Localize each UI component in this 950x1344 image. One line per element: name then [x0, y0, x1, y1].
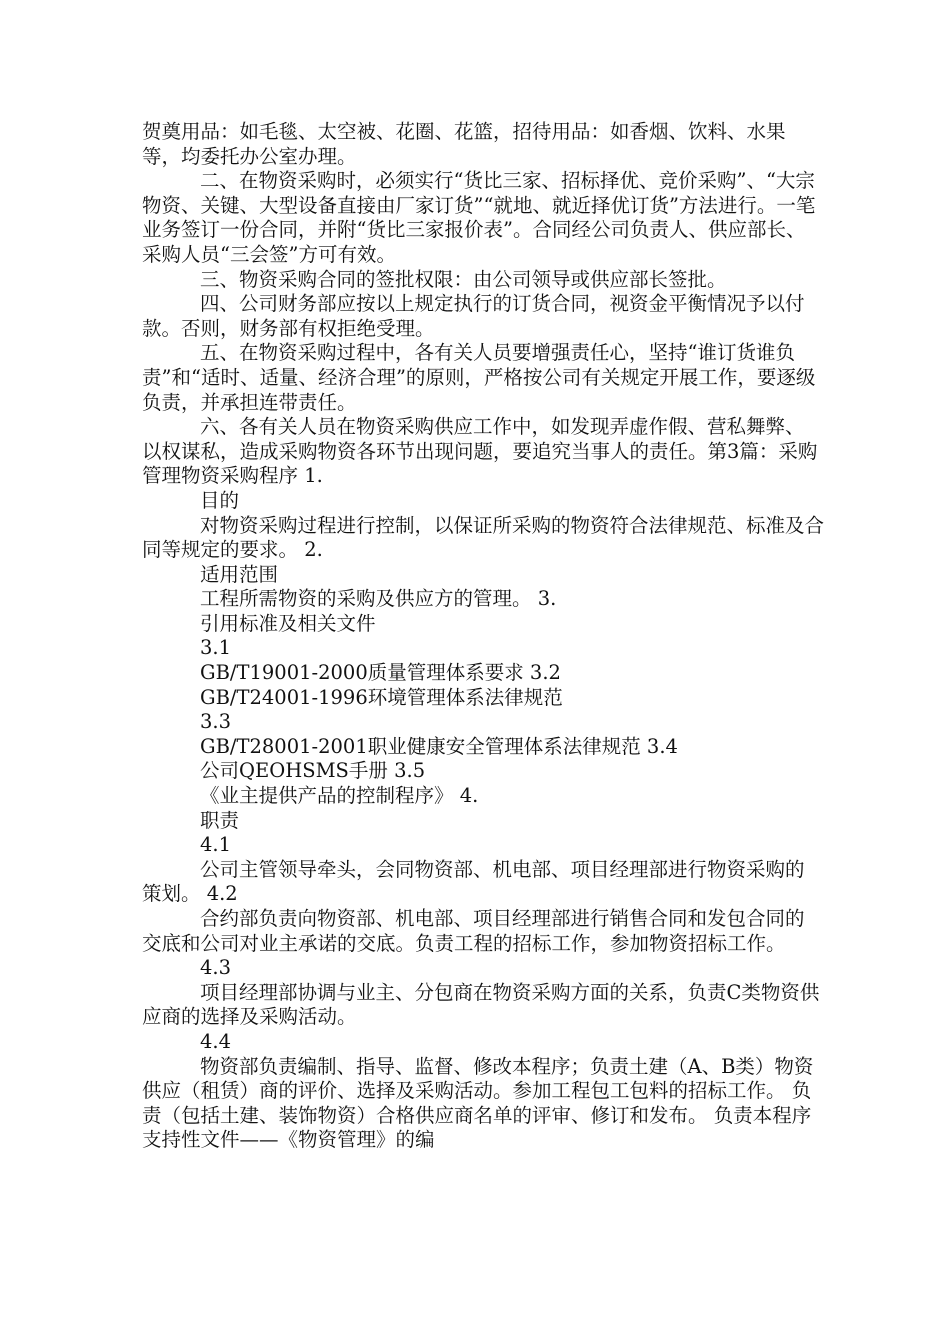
paragraph-rule-3: 三、物资采购合同的签批权限：由公司领导或供应部长签批。	[200, 267, 727, 291]
heading-scope: 适用范围	[200, 562, 279, 586]
section-number: 4.3	[200, 956, 232, 980]
paragraph-rule-5: 五、在物资采购过程中，各有关人员要增强责任心，坚持“谁订货谁负责”和“适时、适量、经济合理”的原则，严格按公司有关规定开展工作，要逐级负责，并承担连带责任。	[142, 341, 816, 414]
reference-gb24001: GB/T24001-1996环境管理体系法律规范	[200, 685, 563, 709]
paragraph-duty-4-1: 公司主管领导牵头，会同物资部、机电部、项目经理部进行物资采购的策划。 4.2	[142, 857, 805, 906]
paragraph-purpose: 对物资采购过程进行控制，以保证所采购的物资符合法律规范、标准及合同等规定的要求。 2.	[142, 513, 825, 562]
reference-owner-procedure: 《业主提供产品的控制程序》 4.	[200, 784, 479, 808]
reference-gb28001: GB/T28001-2001职业健康安全管理体系法律规范 3.4	[200, 734, 678, 758]
reference-gb19001: GB/T19001-2000质量管理体系要求 3.2	[200, 661, 561, 685]
paragraph-rule-4: 四、公司财务部应按以上规定执行的订货合同，视资金平衡情况予以付款。否则，财务部有权拒绝受理。	[142, 292, 805, 340]
paragraph-duty-4-2: 合约部负责向物资部、机电部、项目经理部进行销售合同和发包合同的交底和公司对业主承诺的交底。负责工程的招标工作，参加物资招标工作。	[142, 907, 805, 955]
paragraph-rule-2: 二、在物资采购时，必须实行“货比三家、招标择优、竞价采购”、“大宗物资、关键、大型设备直接由厂家订货”“就地、就近择优订货”方法进行。一笔业务签订一份合同，并附“货比三家报价表”。合同经公司负责人、供应部长、采购人员“三会签”方可有效。	[142, 169, 816, 266]
paragraph-scope: 工程所需物资的采购及供应方的管理。 3.	[200, 587, 557, 611]
heading-references: 引用标准及相关文件	[200, 611, 376, 635]
paragraph-gifts: 贺奠用品：如毛毯、太空被、花圈、花篮，招待用品：如香烟、饮料、水果等，均委托办公室办理。	[142, 120, 786, 168]
heading-duties: 职责	[200, 808, 240, 832]
paragraph-duty-4-4: 物资部负责编制、指导、监督、修改本程序；负责土建（A、B类）物资供应（租赁）商的评价、选择及采购活动。参加工程包工包料的招标工作。 负责（包括土建、装饰物资）合格供应商名单的评审、修订和发布。 负责本程序支持性文件——《物资管理》的编	[142, 1054, 814, 1152]
reference-manual: 公司QEOHSMS手册 3.5	[200, 759, 426, 783]
heading-purpose: 目的	[200, 488, 240, 512]
section-number: 4.4	[200, 1029, 232, 1053]
paragraph-duty-4-3: 项目经理部协调与业主、分包商在物资采购方面的关系，负责C类物资供应商的选择及采购活动。	[142, 980, 820, 1029]
paragraph-rule-6: 六、各有关人员在物资采购供应工作中，如发现弄虚作假、营私舞弊、以权谋私，造成采购物资各环节出现问题，要追究当事人的责任。第3篇：采购管理物资采购程序 1.	[142, 415, 818, 488]
document-body	[142, 120, 825, 1153]
section-number: 4.1	[200, 833, 232, 857]
section-number: 3.3	[200, 710, 232, 734]
section-number: 3.1	[200, 636, 232, 660]
